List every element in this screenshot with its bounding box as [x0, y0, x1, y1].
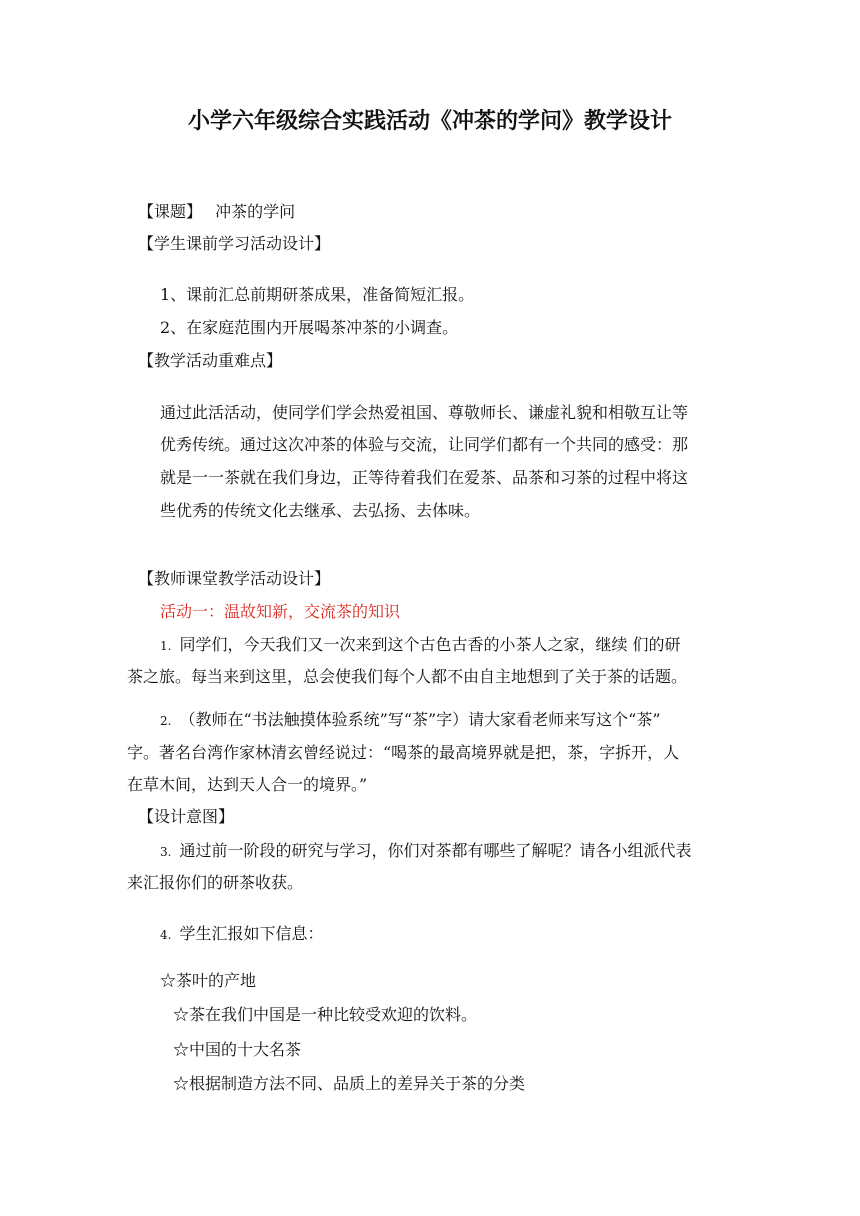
paragraph-2-line-2: 字。著名台湾作家林清玄曾经说过：“喝茶的最高境界就是把，茶，字拆开，人: [127, 743, 680, 762]
paragraph-1-number: 1.: [160, 639, 172, 653]
paragraph-3-number: 3.: [160, 845, 172, 859]
key-points-heading: 【教学活动重难点】: [138, 351, 283, 370]
key-points-line-4: 些优秀的传统文化去继承、去弘扬、去体味。: [160, 501, 481, 520]
star-item-4: ☆根据制造方法不同、品质上的差异关于茶的分类: [173, 1074, 526, 1093]
star-item-2: ☆茶在我们中国是一种比较受欢迎的饮料。: [173, 1005, 478, 1024]
topic-value: 冲茶的学问: [215, 202, 296, 221]
paragraph-2-text-1: （教师在“书法触摸体验系统”写“茶”字）请大家看老师来写这个“茶”: [179, 710, 661, 729]
paragraph-4-line-1: [160, 923, 323, 946]
paragraph-1-text-1: 同学们，今天我们又一次来到这个古色古香的小茶人之家，继续 们的研: [179, 635, 681, 654]
paragraph-2-number: 2.: [160, 714, 172, 728]
paragraph-1-line-2: 茶之旅。每当来到这里，总会使我们每个人都不由自主地想到了关于茶的话题。: [127, 667, 688, 686]
topic-label: 【课题】: [138, 202, 203, 221]
key-points-line-1: 通过此活活动，使同学们学会热爱祖国、尊敬师长、谦虚礼貌和相敬互让等: [160, 403, 689, 422]
pre-class-heading: 【学生课前学习活动设计】: [138, 234, 331, 253]
paragraph-2-line-1: [160, 709, 661, 732]
paragraph-4-number: 4.: [160, 928, 172, 942]
key-points-line-2: 优秀传统。通过这次冲茶的体验与交流，让同学们都有一个共同的感受：那: [160, 435, 689, 454]
paragraph-2-line-3: 在草木间，达到天人合一的境界。”: [127, 775, 368, 794]
key-points-line-3: 就是一一茶就在我们身边，正等待着我们在爱茶、品茶和习茶的过程中将这: [160, 468, 689, 487]
design-intent-heading: 【设计意图】: [138, 807, 235, 826]
paragraph-3-line-2: 来汇报你们的研茶收获。: [127, 873, 304, 892]
teacher-heading: 【教师课堂教学活动设计】: [138, 569, 331, 588]
star-item-1: ☆茶叶的产地: [160, 971, 257, 990]
pre-class-item-2: 2、在家庭范围内开展喝茶冲茶的小调查。: [160, 318, 459, 337]
activity-one-heading: 活动一：温故知新，交流茶的知识: [160, 602, 401, 621]
topic-line: [138, 201, 295, 223]
star-item-3: ☆中国的十大名茶: [173, 1040, 302, 1059]
paragraph-3-line-1: [160, 840, 691, 863]
pre-class-item-1: 1、课前汇总前期研茶成果，准备简短汇报。: [160, 285, 475, 304]
paragraph-3-text-1: 通过前一阶段的研究与学习，你们对茶都有哪些了解呢？请各小组派代表: [179, 841, 692, 860]
paragraph-1-line-1: [160, 634, 681, 657]
document-title: 小学六年级综合实践活动《冲茶的学问》教学设计: [187, 108, 672, 134]
paragraph-4-text-1: 学生汇报如下信息：: [179, 924, 324, 943]
